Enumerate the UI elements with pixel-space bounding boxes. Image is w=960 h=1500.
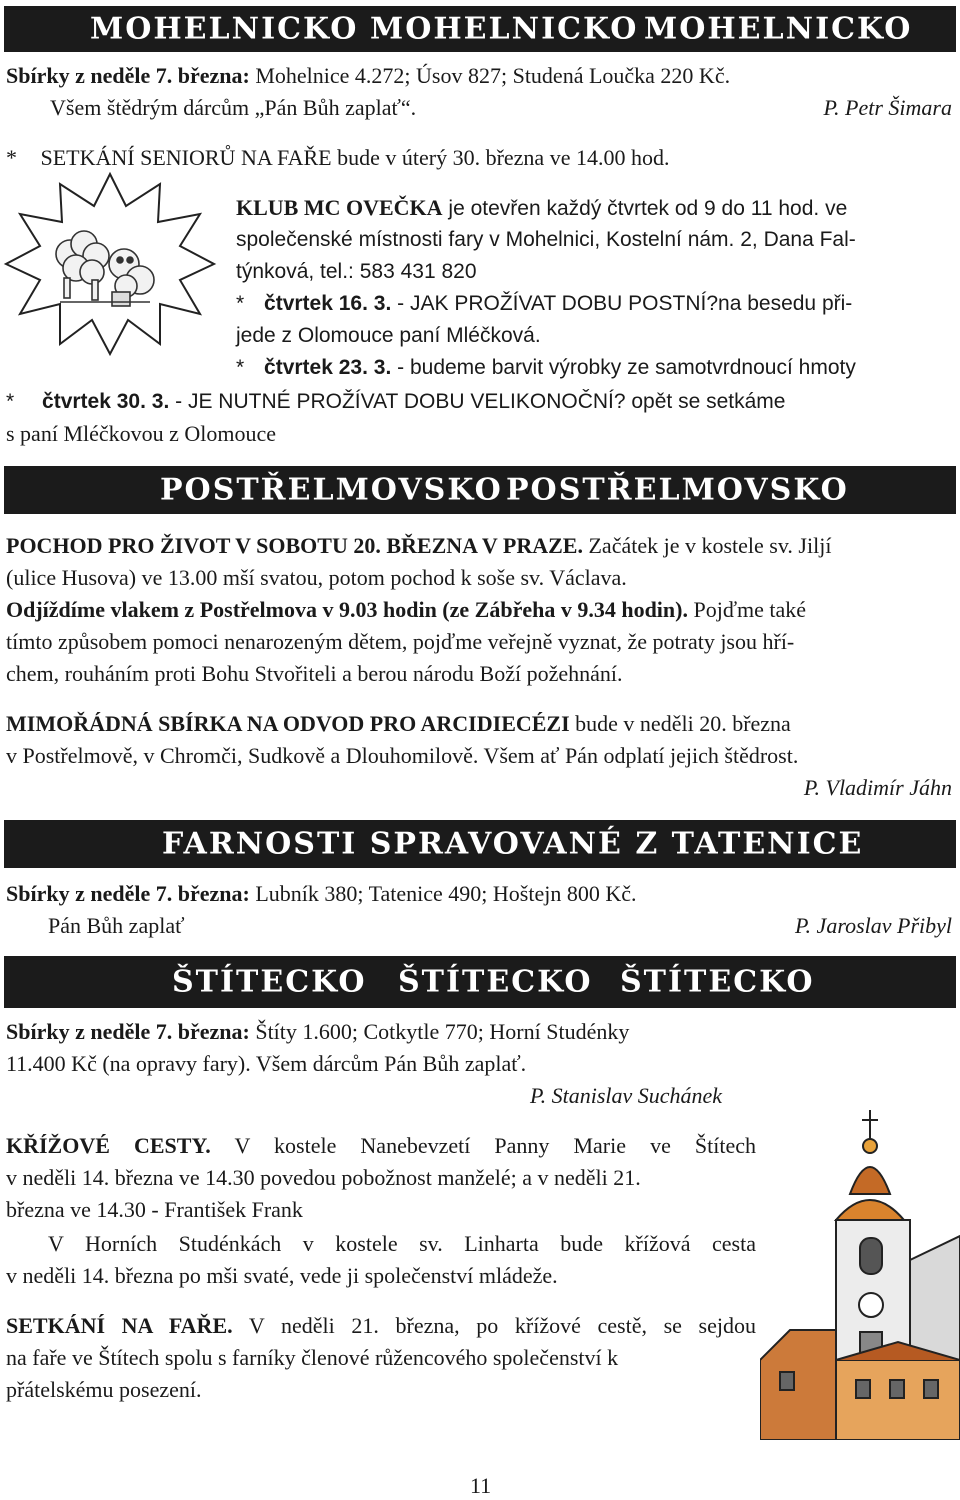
event-3-cont: s paní Mléčkovou z Olomouce bbox=[6, 421, 277, 446]
event-2-date: čtvrtek 23. 3. bbox=[264, 356, 392, 379]
heading-stitecko-2: ŠTÍTECKO bbox=[398, 964, 593, 1000]
mohelnicko-priest: P. Petr Šimara bbox=[823, 95, 952, 120]
heading-postrelmovsko-2: POSTŘELMOVSKO bbox=[506, 472, 849, 508]
church-icon bbox=[760, 1110, 960, 1440]
krizove-rest: V kostele Nanebevzetí Panny Marie ve Štítech bbox=[234, 1133, 756, 1158]
sbirky-text: Štíty 1.600; Cotkytle 770; Horní Studénky bbox=[255, 1019, 630, 1044]
section-header-mohelnicko bbox=[4, 6, 956, 52]
krizove-line-2: v neděli 14. března ve 14.30 povedou pobožnost manželé; a v neděli 21. bbox=[6, 1165, 641, 1190]
odjezd-bold: Odjíždíme vlakem z Postřelmova v 9.03 hodin (ze Zábřeha v 9.34 hodin). bbox=[6, 597, 688, 622]
setkani-line-2: na faře ve Štítech spolu s farníky členové růžencového společenství k bbox=[6, 1345, 619, 1370]
sbirka-bold: MIMOŘÁDNÁ SBÍRKA NA ODVOD PRO ARCIDIECÉZI bbox=[6, 711, 570, 736]
heading-tatenice: FARNOSTI SPRAVOVANÉ Z TATENICE bbox=[162, 826, 864, 862]
seniori-rest: bude v úterý 30. března ve 14.00 hod. bbox=[337, 145, 670, 170]
page-number: 11 bbox=[470, 1473, 492, 1498]
event-1 bbox=[236, 290, 852, 318]
event-3-date: čtvrtek 30. 3. bbox=[42, 390, 170, 413]
church-tower-illustration bbox=[760, 1110, 960, 1440]
sbirky-text: Mohelnice 4.272; Úsov 827; Studená Loučka 220 Kč. bbox=[255, 63, 731, 88]
setkani-bold: SETKÁNÍ NA FAŘE. bbox=[6, 1313, 233, 1338]
starburst-lamb-illustration bbox=[0, 168, 220, 358]
event-3 bbox=[6, 388, 785, 416]
section-header-tatenice bbox=[4, 820, 956, 868]
setkani-line-1 bbox=[6, 1312, 756, 1340]
tatenice-priest: P. Jaroslav Přibyl bbox=[794, 913, 952, 938]
star: * bbox=[6, 390, 15, 413]
krizove-line-4: V Horních Studénkách v kostele sv. Linharta bude křížová cesta bbox=[48, 1231, 756, 1256]
stitecko-priest: P. Stanislav Suchánek bbox=[530, 1083, 723, 1108]
heading-postrelmovsko-1: POSTŘELMOVSKO bbox=[160, 472, 503, 508]
event-1-text: - JAK PROŽÍVAT DOBU POSTNÍ?na besedu při- bbox=[397, 292, 853, 315]
sbirka-line-2: v Postřelmově, v Chromči, Sudkově a Dlouhomilově. Všem ať Pán odplatí jejich štědrost. bbox=[6, 743, 799, 768]
event-2-text: - budeme barvit výrobky ze samotvrdnoucí hmoty bbox=[397, 356, 856, 379]
krizove-line-1 bbox=[6, 1132, 756, 1160]
sbirka-rest: bude v neděli 20. března bbox=[575, 711, 791, 736]
pochod-rest: Začátek je v kostele sv. Jiljí bbox=[588, 533, 832, 558]
tatenice-sbirky bbox=[6, 880, 636, 908]
heading-stitecko-3: ŠTÍTECKO bbox=[620, 964, 815, 1000]
tatenice-thanks: Pán Bůh zaplať bbox=[48, 913, 185, 938]
heading-mohelnicko-1: MOHELNICKO bbox=[90, 11, 359, 47]
klub-line-3: týnková, tel.: 583 431 820 bbox=[236, 260, 477, 283]
krizove-line-5: v neděli 14. března po mši svaté, vede ji společenství mládeže. bbox=[6, 1263, 558, 1288]
pochod-line-2: (ulice Husova) ve 13.00 mší svatou, potom pochod k soše sv. Václava. bbox=[6, 565, 627, 590]
stitecko-sbirky bbox=[6, 1018, 629, 1046]
pochod-bold: POCHOD PRO ŽIVOT V SOBOTU 20. BŘEZNA V PRAZE. bbox=[6, 533, 583, 558]
sbirky-text: Lubník 380; Tatenice 490; Hoštejn 800 Kč. bbox=[255, 881, 637, 906]
krizove-line-3: března ve 14.30 - František Frank bbox=[6, 1197, 303, 1222]
setkani-rest: V neděli 21. března, po křížové cestě, se sejdou bbox=[248, 1313, 756, 1338]
heading-stitecko-1: ŠTÍTECKO bbox=[172, 964, 367, 1000]
bullet: * bbox=[6, 145, 17, 170]
pochod-line-1 bbox=[6, 532, 831, 560]
sbirky-label: Sbírky z neděle 7. března: bbox=[6, 881, 250, 906]
section-header-stitecko bbox=[4, 956, 956, 1008]
odjezd-rest: Pojďme také bbox=[693, 597, 807, 622]
event-2 bbox=[236, 354, 856, 382]
klub-text-1: je otevřen každý čtvrtek od 9 do 11 hod. ve bbox=[448, 197, 848, 220]
odjezd-line-1 bbox=[6, 596, 806, 624]
event-3-text: - JE NUTNÉ PROŽÍVAT DOBU VELIKONOČNÍ? opět se setkáme bbox=[175, 390, 786, 413]
heading-mohelnicko-2: MOHELNICKO bbox=[370, 11, 639, 47]
postrelmovsko-priest: P. Vladimír Jáhn bbox=[803, 775, 952, 800]
event-1-cont: jede z Olomouce paní Mléčková. bbox=[236, 324, 541, 347]
sbirky-label: Sbírky z neděle 7. března: bbox=[6, 63, 250, 88]
heading-mohelnicko-3: MOHELNICKO bbox=[644, 11, 913, 47]
sbirky-label: Sbírky z neděle 7. března: bbox=[6, 1019, 250, 1044]
odjezd-line-2: tímto způsobem pomoci nenarozeným dětem, pojďme veřejně vyznat, že potraty jsou hří- bbox=[6, 629, 795, 654]
mohelnicko-thanks: Všem štědrým dárcům „Pán Bůh zaplať“. bbox=[50, 95, 417, 120]
seniori-caps: SETKÁNÍ SENIORŮ NA FAŘE bbox=[40, 145, 332, 170]
sbirka-line-1 bbox=[6, 710, 791, 738]
setkani-line-3: přátelskému posezení. bbox=[6, 1377, 202, 1402]
event-1-date: čtvrtek 16. 3. bbox=[264, 292, 392, 315]
stitecko-sbirky-2: 11.400 Kč (na opravy fary). Všem dárcům Pán Bůh zaplať. bbox=[6, 1051, 527, 1076]
klub-name: KLUB MC OVEČKA bbox=[236, 195, 443, 220]
star: * bbox=[236, 356, 245, 379]
odjezd-line-3: chem, rouháním proti Bohu Stvořiteli a berou národu Boží požehnání. bbox=[6, 661, 623, 686]
section-header-postrelmovsko bbox=[4, 466, 956, 514]
star: * bbox=[236, 292, 245, 315]
krizove-bold: KŘÍŽOVÉ CESTY. bbox=[6, 1133, 211, 1158]
klub-line-1 bbox=[236, 194, 847, 223]
mohelnicko-sbirky bbox=[6, 62, 730, 90]
klub-line-2: společenské místnosti fary v Mohelnici, Kostelní nám. 2, Dana Fal- bbox=[236, 228, 856, 251]
